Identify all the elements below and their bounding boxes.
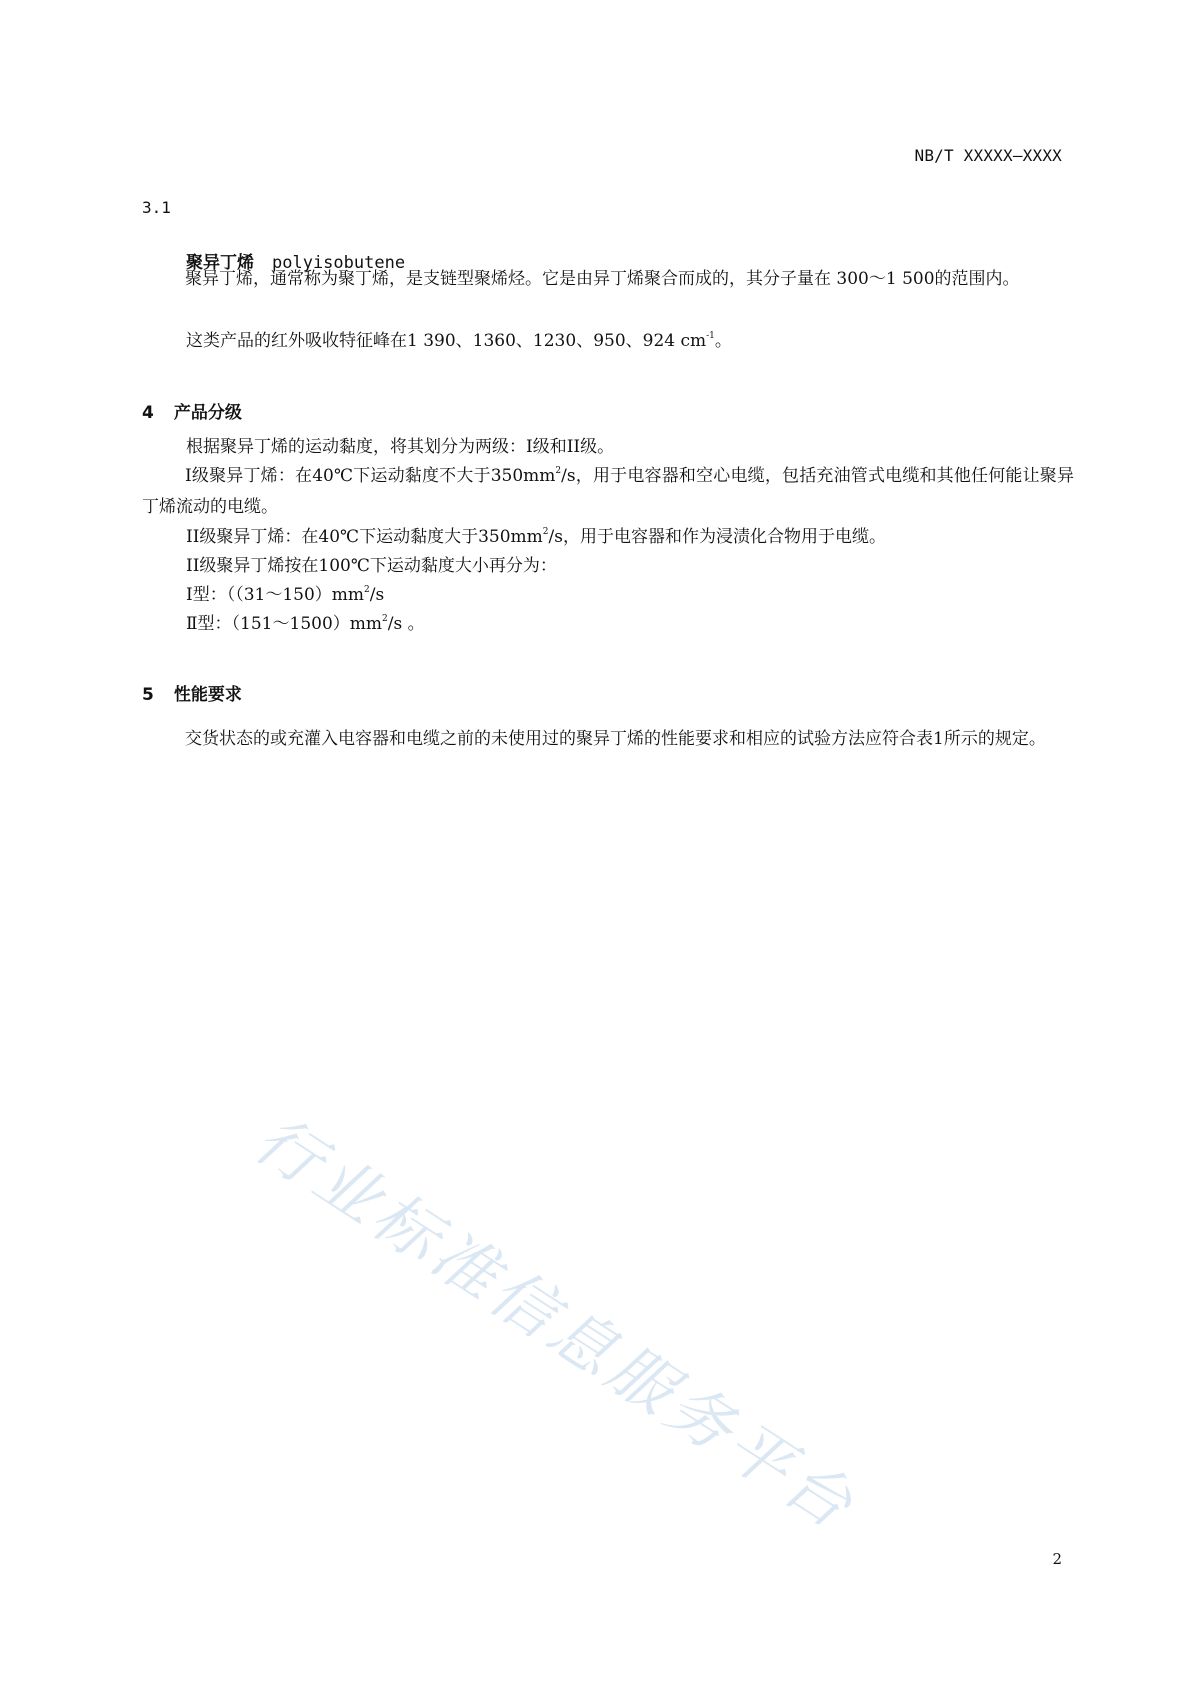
- grade-1-description: [142, 461, 1074, 523]
- grade-2-text-end: /s，用于电容器和作为浸渍化合物用于电缆。: [548, 527, 886, 547]
- term-chinese: 聚异丁烯: [186, 253, 254, 273]
- type-1-range: [186, 580, 384, 611]
- watermark: 行业标准信息服务平台: [241, 1102, 869, 1546]
- document-code: NB/T XXXXX—XXXX: [914, 146, 1062, 165]
- type-1-unit: /s: [369, 585, 385, 605]
- grade-1-text: I级聚异丁烯：在40℃下运动黏度不大于350mm: [185, 466, 556, 486]
- type-2-text: Ⅱ型：（151～1500）mm: [186, 614, 383, 634]
- type-1-superscript: 2: [364, 585, 370, 595]
- ir-peaks-text: 这类产品的红外吸收特征峰在1 390、1360、1230、950、924 cm: [186, 331, 707, 351]
- section-4-title: 产品分级: [173, 403, 242, 423]
- performance-requirements-text: 交货状态的或充灌入电容器和电缆之前的未使用过的聚异丁烯的性能要求和相应的试验方法应符合表1所示的规定。: [185, 729, 1046, 749]
- section-4-heading: [142, 398, 242, 423]
- term-english: polyisobutene: [272, 253, 406, 273]
- grade-1-superscript: 2: [555, 466, 562, 476]
- ir-peaks-line: [186, 326, 732, 357]
- type-2-unit: /s 。: [387, 614, 425, 634]
- section-5-number: 5: [142, 685, 154, 705]
- page-number: 2: [1052, 1550, 1062, 1568]
- section-5-heading: [142, 680, 242, 705]
- type-2-range: [186, 609, 425, 640]
- grade-1-text-end: /s，用于电容器和空心电缆，包括充油管式电缆和其他任何能让聚异丁烯流动的电缆。: [142, 466, 1074, 517]
- grade-2-subdivision: II级聚异丁烯按在100℃下运动黏度大小再分为：: [186, 556, 557, 576]
- section-4-number: 4: [142, 403, 154, 423]
- ir-peaks-end: 。: [714, 331, 732, 351]
- section-5-title: 性能要求: [173, 685, 242, 705]
- ir-unit-superscript: -1: [706, 331, 715, 341]
- type-2-superscript: 2: [382, 614, 388, 624]
- grade-2-superscript: 2: [542, 527, 549, 537]
- term-definition: 聚异丁烯，通常称为聚丁烯，是支链型聚烯烃。它是由异丁烯聚合而成的，其分子量在 300～1 500的范围内。: [185, 269, 1020, 289]
- grade-2-description: [186, 522, 886, 553]
- grade-2-text: II级聚异丁烯：在40℃下运动黏度大于350mm: [186, 527, 543, 547]
- clause-number: 3.1: [142, 198, 171, 217]
- grading-intro: 根据聚异丁烯的运动黏度，将其划分为两级：I级和II级。: [186, 437, 615, 457]
- type-1-text: I型：（（31～150）mm: [186, 585, 365, 605]
